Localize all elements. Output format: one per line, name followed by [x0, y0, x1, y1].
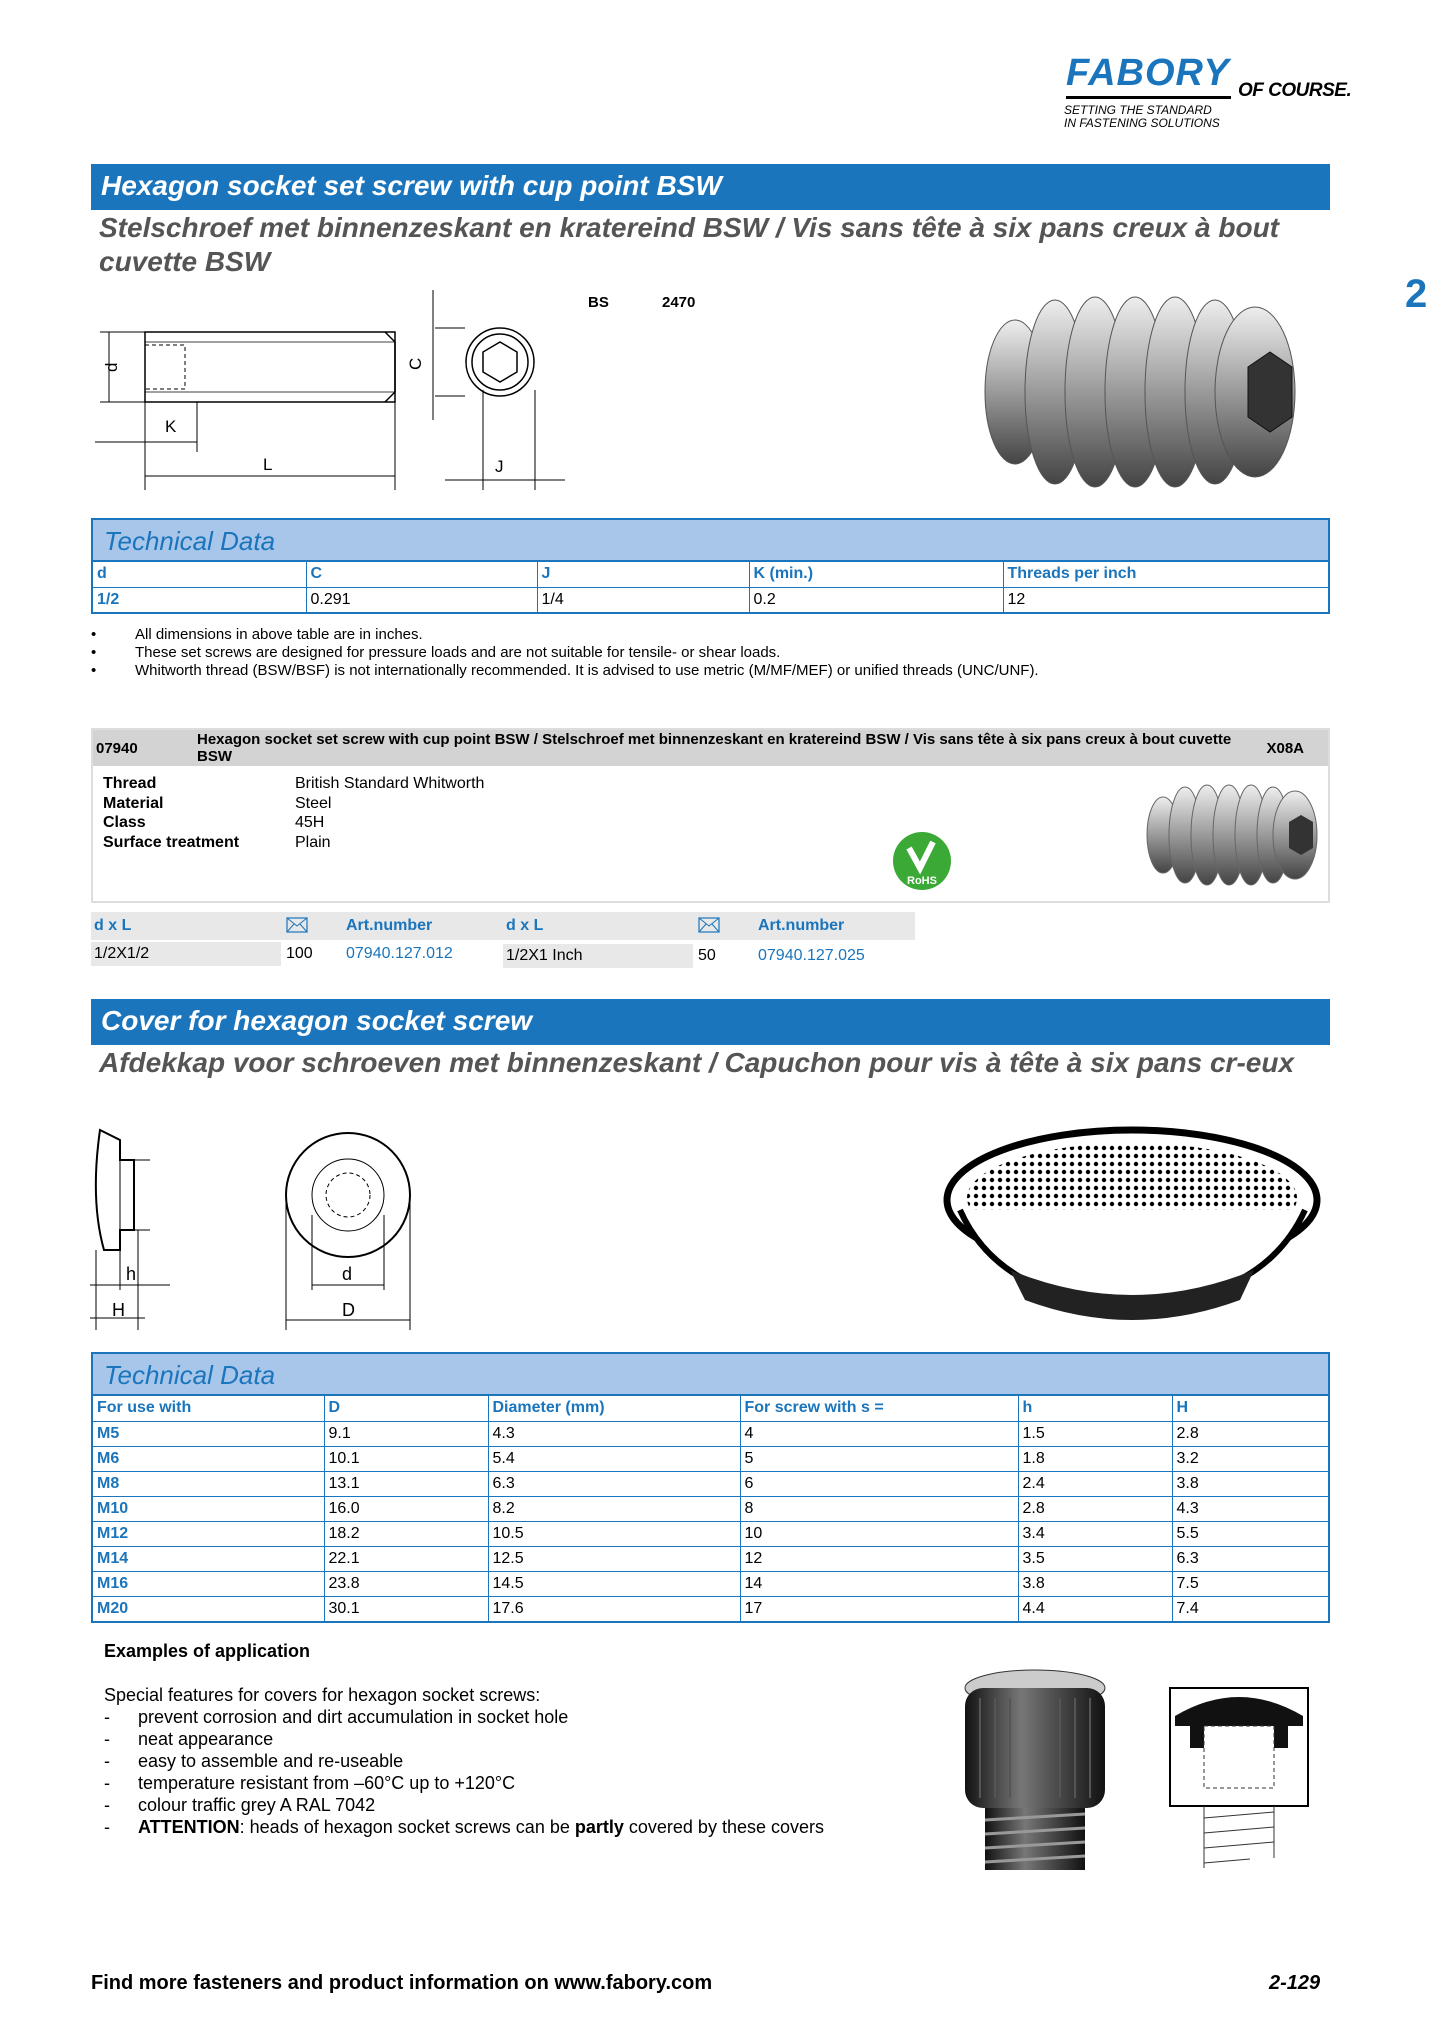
table-cell: 4.4 [1018, 1596, 1172, 1621]
drawing-label-j: J [495, 457, 504, 476]
table-cell: M12 [93, 1521, 324, 1546]
table-cell: 2.8 [1018, 1496, 1172, 1521]
header-cell: D [324, 1396, 488, 1421]
product-description: Hexagon socket set screw with cup point BSW / Stelschroef met binnenzeskant en kratereind BSW / Vis sans tête à six pans creux à bout cuvette BSW [197, 731, 1232, 765]
section-title: Cover for hexagon socket screw [101, 1005, 533, 1036]
section-subtitle: Stelschroef met binnenzeskant en kratereind BSW / Vis sans tête à six pans creux à bout cuvette BSW [99, 212, 1280, 277]
order-header-art-2: Art.number [755, 912, 915, 940]
technical-data-title: Technical Data [93, 520, 1328, 562]
drawing-label-k: K [165, 417, 177, 436]
attention-text: : heads of hexagon socket screws can be [239, 1817, 575, 1837]
table-cell: 4.3 [1172, 1496, 1328, 1521]
note-item: • All dimensions in above table are in inches. [91, 626, 1039, 644]
note-item: • These set screws are designed for pressure loads and are not suitable for tensile- or shear loads. [91, 644, 1039, 662]
table-cell: 1.8 [1018, 1446, 1172, 1471]
feature-item: - colour traffic grey A RAL 7042 [104, 1794, 824, 1816]
table-cell: 3.4 [1018, 1521, 1172, 1546]
attention-label: ATTENTION [138, 1817, 240, 1837]
feature-item: - easy to assemble and re-useable [104, 1750, 824, 1772]
logo-underline [1066, 96, 1231, 99]
header-cell: Threads per inch [1003, 562, 1328, 587]
feature-item: - temperature resistant from –60°C up to +120°C [104, 1772, 824, 1794]
table-cell: 3.2 [1172, 1446, 1328, 1471]
table-cell: 12 [740, 1546, 1018, 1571]
product-card [91, 728, 1330, 903]
table-cell: 12 [1003, 587, 1328, 612]
brand-logo: FABORY [1066, 52, 1230, 94]
attribute-labels [103, 774, 239, 852]
set-screw-photo [970, 292, 1322, 492]
attr-label-material: Material [103, 794, 164, 812]
drawing-label-D: D [342, 1300, 355, 1320]
attr-label-thread: Thread [103, 775, 157, 792]
tagline-line-1: SETTING THE STANDARD [1064, 103, 1212, 117]
table-cell: 22.1 [324, 1546, 488, 1571]
rohs-label: RoHS [907, 875, 937, 887]
tagline-line-2: IN FASTENING SOLUTIONS [1064, 116, 1220, 130]
table-cell: 8 [740, 1496, 1018, 1521]
article-number-link[interactable]: 07940.127.025 [758, 947, 865, 964]
order-header-qty-2 [695, 912, 755, 940]
table-cell: 3.8 [1018, 1571, 1172, 1596]
footer-link-text[interactable]: Find more fasteners and product information on www.fabory.com [91, 1972, 713, 1994]
header-cell: For use with [93, 1396, 324, 1421]
table-row [93, 1521, 1328, 1546]
attribute-values [295, 774, 484, 852]
feature-item: - neat appearance [104, 1728, 824, 1750]
table-cell: 30.1 [324, 1596, 488, 1621]
table-cell: 6 [740, 1471, 1018, 1496]
table-header-row [93, 1396, 1328, 1421]
drawing-label-d: d [102, 362, 121, 372]
table-cell: 3.5 [1018, 1546, 1172, 1571]
attr-value-surface: Plain [295, 833, 331, 851]
drawing-label-c: C [406, 357, 425, 370]
table-cell: M5 [93, 1421, 324, 1446]
section-title-bar [91, 999, 1330, 1045]
examples-title: Examples of application [104, 1641, 311, 1661]
table-cell: 8.2 [488, 1496, 740, 1521]
table-cell: 23.8 [324, 1571, 488, 1596]
header-cell: h [1018, 1396, 1172, 1421]
table-cell: 0.2 [749, 587, 1003, 612]
attr-label-class: Class [103, 814, 146, 831]
attention-emphasis: partly [574, 1817, 624, 1837]
product-header [93, 730, 1328, 766]
attention-text-end: covered by these covers [623, 1817, 824, 1837]
table-cell: 4 [740, 1421, 1018, 1446]
table-cell: 4.3 [488, 1421, 740, 1446]
table-cell: 6.3 [1172, 1546, 1328, 1571]
product-thumbnail [1143, 780, 1323, 890]
set-screw-drawing [95, 290, 575, 500]
notes-list [91, 626, 1039, 680]
chapter-number: 2 [1405, 272, 1428, 316]
application-illustration [955, 1668, 1335, 1873]
article-number-link[interactable]: 07940.127.012 [346, 945, 453, 962]
header-cell: d [93, 562, 306, 587]
table-cell: 9.1 [324, 1421, 488, 1446]
table-cell: 18.2 [324, 1521, 488, 1546]
rohs-icon [891, 830, 953, 892]
table-cell: 17 [740, 1596, 1018, 1621]
brand-tagline [1064, 104, 1264, 130]
order-cell-qty: 50 [698, 947, 716, 964]
header-cell: C [306, 562, 537, 587]
dimension-table [93, 562, 1328, 612]
cover-cap-illustration [940, 1120, 1325, 1335]
table-row [93, 1446, 1328, 1471]
table-cell: 1/2 [93, 587, 306, 612]
table-cell: 2.4 [1018, 1471, 1172, 1496]
technical-data-table-2 [91, 1352, 1330, 1623]
table-row [93, 1546, 1328, 1571]
table-row [93, 1471, 1328, 1496]
standard-number: 2470 [662, 294, 696, 311]
table-cell: M10 [93, 1496, 324, 1521]
order-table [91, 912, 916, 972]
table-cell: 10 [740, 1521, 1018, 1546]
header-cell: For screw with s = [740, 1396, 1018, 1421]
product-class-code: X08A [1266, 740, 1304, 757]
table-cell: 1/4 [537, 587, 749, 612]
package-icon [286, 917, 308, 933]
table-header-row [93, 562, 1328, 587]
table-cell: M8 [93, 1471, 324, 1496]
table-cell: 10.1 [324, 1446, 488, 1471]
feature-item: - prevent corrosion and dirt accumulation in socket hole [104, 1706, 824, 1728]
order-header-dxl: d x L [91, 912, 283, 940]
header-cell: K (min.) [749, 562, 1003, 587]
order-header-qty [283, 912, 343, 940]
table-row [93, 1571, 1328, 1596]
technical-data-title: Technical Data [93, 1354, 1328, 1396]
order-cell-qty: 100 [286, 945, 313, 962]
table-cell: 1.5 [1018, 1421, 1172, 1446]
order-header-dxl-2: d x L [503, 912, 695, 940]
table-cell: M16 [93, 1571, 324, 1596]
table-cell: 14.5 [488, 1571, 740, 1596]
table-cell: M14 [93, 1546, 324, 1571]
drawing-label-d: d [342, 1264, 353, 1284]
cover-dimension-table [93, 1396, 1328, 1621]
table-cell: M20 [93, 1596, 324, 1621]
table-cell: M6 [93, 1446, 324, 1471]
page-number: 2-129 [1269, 1972, 1321, 1994]
order-cell-dxl: 1/2X1 Inch [503, 944, 693, 968]
table-cell: 14 [740, 1571, 1018, 1596]
table-cell: 0.291 [306, 587, 537, 612]
section-subtitle: Afdekkap voor schroeven met binnenzeskant / Capuchon pour vis à tête à six pans cr-eux [99, 1047, 1295, 1078]
order-cell-dxl: 1/2X1/2 [91, 942, 281, 966]
brand-slogan: OF COURSE. [1238, 80, 1352, 101]
attr-value-thread: British Standard Whitworth [295, 775, 485, 792]
cover-drawing [90, 1120, 430, 1330]
attr-label-surface: Surface treatment [103, 833, 240, 851]
table-cell: 3.8 [1172, 1471, 1328, 1496]
header-cell: J [537, 562, 749, 587]
table-cell: 17.6 [488, 1596, 740, 1621]
order-header-art: Art.number [343, 912, 503, 940]
table-cell: 2.8 [1172, 1421, 1328, 1446]
attention-item [104, 1816, 824, 1838]
table-cell: 7.5 [1172, 1571, 1328, 1596]
features-intro: Special features for covers for hexagon socket screws: [104, 1685, 541, 1705]
table-row [93, 587, 1328, 612]
drawing-label-H: H [112, 1300, 125, 1320]
table-cell: 16.0 [324, 1496, 488, 1521]
table-cell: 7.4 [1172, 1596, 1328, 1621]
examples-section [104, 1640, 824, 1838]
table-row [93, 1421, 1328, 1446]
header-cell: Diameter (mm) [488, 1396, 740, 1421]
table-cell: 5 [740, 1446, 1018, 1471]
table-cell: 10.5 [488, 1521, 740, 1546]
table-row [93, 1496, 1328, 1521]
table-cell: 5.4 [488, 1446, 740, 1471]
package-icon [698, 917, 720, 933]
attr-value-material: Steel [295, 794, 332, 812]
table-cell: 5.5 [1172, 1521, 1328, 1546]
section-title-bar [91, 164, 1330, 210]
section-title: Hexagon socket set screw with cup point BSW [101, 170, 722, 201]
product-code: 07940 [96, 740, 138, 757]
drawing-label-l: L [263, 455, 273, 474]
attr-value-class: 45H [295, 814, 325, 831]
table-cell: 13.1 [324, 1471, 488, 1496]
technical-data-table-1 [91, 518, 1330, 614]
note-item: • Whitworth thread (BSW/BSF) is not internationally recommended. It is advised to use metric (M/MF/MEF) or unified threads (UNC/UNF). [91, 662, 1039, 680]
table-cell: 6.3 [488, 1471, 740, 1496]
drawing-label-h: h [126, 1264, 137, 1284]
table-row [93, 1596, 1328, 1621]
table-cell: 12.5 [488, 1546, 740, 1571]
header-cell: H [1172, 1396, 1328, 1421]
standard-label: BS [588, 294, 609, 311]
